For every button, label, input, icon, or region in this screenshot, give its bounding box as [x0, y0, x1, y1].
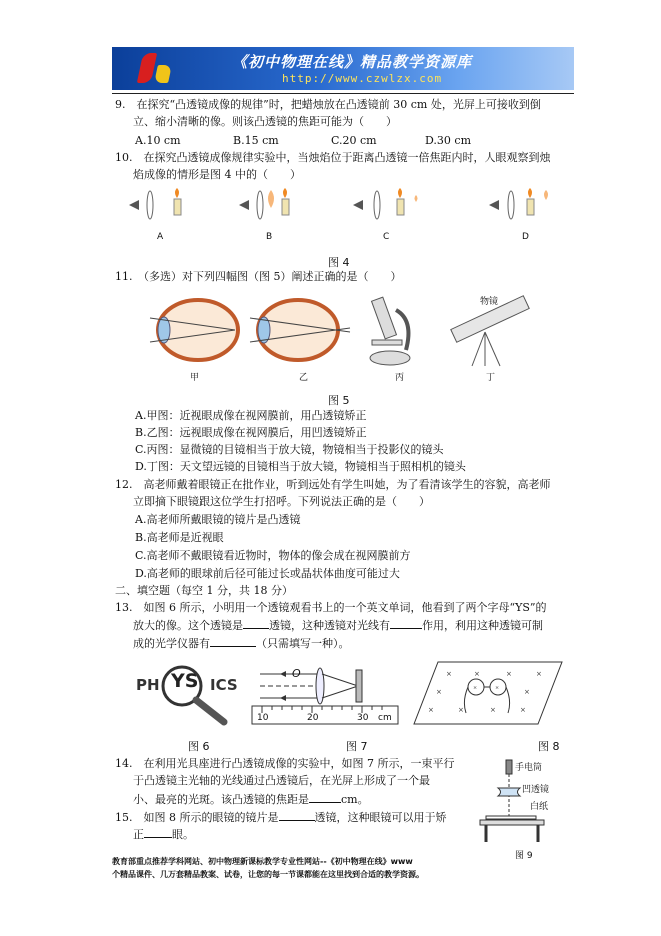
q13-blank-2[interactable] [390, 618, 422, 629]
figure-4-b [239, 188, 289, 219]
figure-7-lens-label: O [292, 667, 301, 680]
q11-text: 11. （多选）对下列四幅图（图 5）阐述正确的是（ ） [115, 270, 402, 283]
q13-text-2 [133, 618, 543, 633]
q10-text-2: 焰成像的情形是图 4 中的（ ） [133, 168, 301, 181]
q13-text-3 [133, 636, 350, 651]
q9-option-a: A.10 cm [135, 134, 181, 147]
figure-4 [125, 188, 555, 244]
svg-text:×: × [458, 706, 464, 714]
svg-text:×: × [446, 670, 452, 678]
logo-icon [137, 53, 157, 83]
q9-option-b: B.15 cm [233, 134, 279, 147]
figure-5-label-yi: 乙 [299, 373, 309, 383]
q15-text-1 [115, 810, 447, 825]
svg-text:×: × [506, 670, 512, 678]
figure-4-label-d: D [522, 232, 529, 242]
q11-option-d: D.丁图：天文望远镜的目镜相当于放大镜，物镜相当于照相机的镜头 [135, 460, 466, 473]
figure-6-word-left: PH [136, 676, 160, 694]
svg-text:×: × [520, 706, 526, 714]
svg-text:×: × [474, 670, 480, 678]
figure-4-caption: 图 4 [328, 256, 350, 269]
q13-text-3a: 成的光学仪器有 [133, 637, 210, 650]
q14-text-1: 14. 在利用光具座进行凸透镜成像的实验中，如图 7 所示，一束平行 [115, 757, 455, 770]
q12-text-2: 立即摘下眼镜跟这位学生打招呼。下列说法正确的是（ ） [133, 495, 430, 508]
q14-text-3 [133, 792, 369, 807]
figure-4-label-c: C [383, 232, 390, 242]
figure-8-caption: 图 8 [538, 740, 560, 753]
figure-9-label-lens: 凹透镜 [522, 785, 550, 795]
figure-9-label-flashlight: 手电筒 [515, 763, 543, 773]
q11-option-b: B.乙图：远视眼成像在视网膜后，用凹透镜矫正 [135, 426, 367, 439]
figure-7-tick-20: 20 [307, 713, 319, 723]
figure-5-eye-jia [150, 300, 238, 360]
q15-text-2b: 眼。 [172, 828, 194, 841]
q13-text-1: 13. 如图 6 所示，小明用一个透镜观看书上的一个英文单词，他看到了两个字母“YS”的 [115, 601, 547, 614]
svg-text:×: × [490, 706, 496, 714]
q12-option-c: C.高老师不戴眼镜看近物时，物体的像会成在视网膜前方 [135, 549, 411, 562]
q13-blank-1[interactable] [243, 618, 269, 629]
figure-5 [150, 292, 530, 370]
footer-line-2: 个精品课件、几万套精品教案、试卷，让您的每一节课都能在这里找到合适的教学资源。 [112, 870, 424, 879]
q14-text-2: 于凸透镜主光轴的光线通过凸透镜后，在光屏上形成了一个最 [133, 774, 430, 787]
q13-text-2b: 透镜，这种透镜对光线有 [269, 619, 390, 632]
figure-6-word-magnified: YS [171, 670, 199, 692]
svg-text:×: × [536, 670, 542, 678]
header-banner [112, 47, 574, 90]
figure-5-microscope [370, 297, 410, 365]
figure-4-label-b: B [266, 232, 273, 242]
q14-text-3a: 小、最亮的光斑。该凸透镜的焦距是 [133, 793, 309, 806]
figure-5-label-objective: 物镜 [480, 297, 499, 307]
q15-text-1b: 透镜，这种眼镜可以用于矫 [314, 811, 447, 824]
q14-blank[interactable] [309, 792, 341, 803]
svg-text:×: × [495, 685, 500, 691]
logo-icon-accent [154, 65, 172, 83]
q12-option-b: B.高老师是近视眼 [135, 531, 224, 544]
footer-line-1: 教育部重点推荐学科网站、初中物理新课标教学专业性网站--《初中物理在线》www [112, 857, 413, 866]
svg-text:×: × [428, 706, 434, 714]
q9-text-2: 立、缩小清晰的像。则该凸透镜的焦距可能为（ ） [133, 115, 397, 128]
figure-5-caption: 图 5 [328, 394, 350, 407]
q9-option-c: C.20 cm [331, 134, 377, 147]
q11-option-a: A.甲图：近视眼成像在视网膜前，用凸透镜矫正 [135, 409, 367, 422]
figure-7-tick-10: 10 [257, 713, 269, 723]
figure-7-tick-30: 30 [357, 713, 369, 723]
figure-4-a [129, 188, 181, 219]
header-rule [112, 93, 574, 94]
q13-text-2a: 放大的像。这个透镜是 [133, 619, 243, 632]
svg-text:×: × [524, 688, 530, 696]
q12-option-d: D.高老师的眼球前后径可能过长或晶状体曲度可能过大 [135, 567, 400, 580]
q11-option-c: C.丙图：显微镜的目镜相当于放大镜，物镜相当于投影仪的镜头 [135, 443, 444, 456]
q15-text-2a: 正 [133, 828, 144, 841]
banner-url: http://www.czwlzx.com [282, 72, 443, 85]
figure-4-d [489, 188, 548, 219]
q13-blank-3[interactable] [210, 636, 256, 647]
q15-text-2 [133, 827, 194, 842]
figure-5-label-jia: 甲 [190, 373, 200, 383]
figure-7-caption: 图 7 [346, 740, 368, 753]
q9-option-d: D.30 cm [425, 134, 472, 147]
svg-text:×: × [473, 685, 478, 691]
q14-text-3b: cm。 [341, 793, 369, 806]
figure-9-caption: 图 9 [515, 851, 533, 861]
section-2-title: 二、填空题（每空 1 分，共 18 分） [115, 584, 293, 597]
figure-6-word-right: ICS [210, 676, 238, 694]
q13-text-2c: 作用，利用这种透镜可制 [422, 619, 543, 632]
figure-8 [412, 660, 564, 726]
q12-text-1: 12. 高老师戴着眼镜正在批作业，听到远处有学生叫她，为了看清该学生的容貌，高老师 [115, 478, 551, 491]
q15-blank-1[interactable] [279, 810, 315, 821]
figure-7-unit: cm [378, 713, 392, 723]
figure-5-label-ding: 丁 [486, 373, 496, 383]
q15-text-1a: 15. 如图 8 所示的眼镜的镜片是 [115, 811, 279, 824]
figure-5-label-bing: 丙 [395, 373, 405, 383]
q9-text-1: 9. 在探究“凸透镜成像的规律”时，把蜡烛放在凸透镜前 30 cm 处，光屏上可接收到倒 [115, 98, 541, 111]
q12-option-a: A.高老师所戴眼镜的镜片是凸透镜 [135, 513, 301, 526]
svg-text:×: × [436, 688, 442, 696]
magnifier-icon [160, 664, 240, 728]
banner-title: 《初中物理在线》精品教学资源库 [232, 53, 473, 71]
figure-4-label-a: A [157, 232, 164, 242]
q15-blank-2[interactable] [144, 827, 172, 838]
figure-5-eye-yi [250, 300, 350, 360]
figure-9-label-paper: 白纸 [530, 802, 549, 812]
figure-4-c [353, 188, 418, 219]
q10-text-1: 10. 在探究凸透镜成像规律实验中，当烛焰位于距离凸透镜一倍焦距内时，人眼观察到烛 [115, 151, 551, 164]
figure-6-caption: 图 6 [188, 740, 210, 753]
q13-text-3b: （只需填写一种）。 [256, 637, 350, 650]
